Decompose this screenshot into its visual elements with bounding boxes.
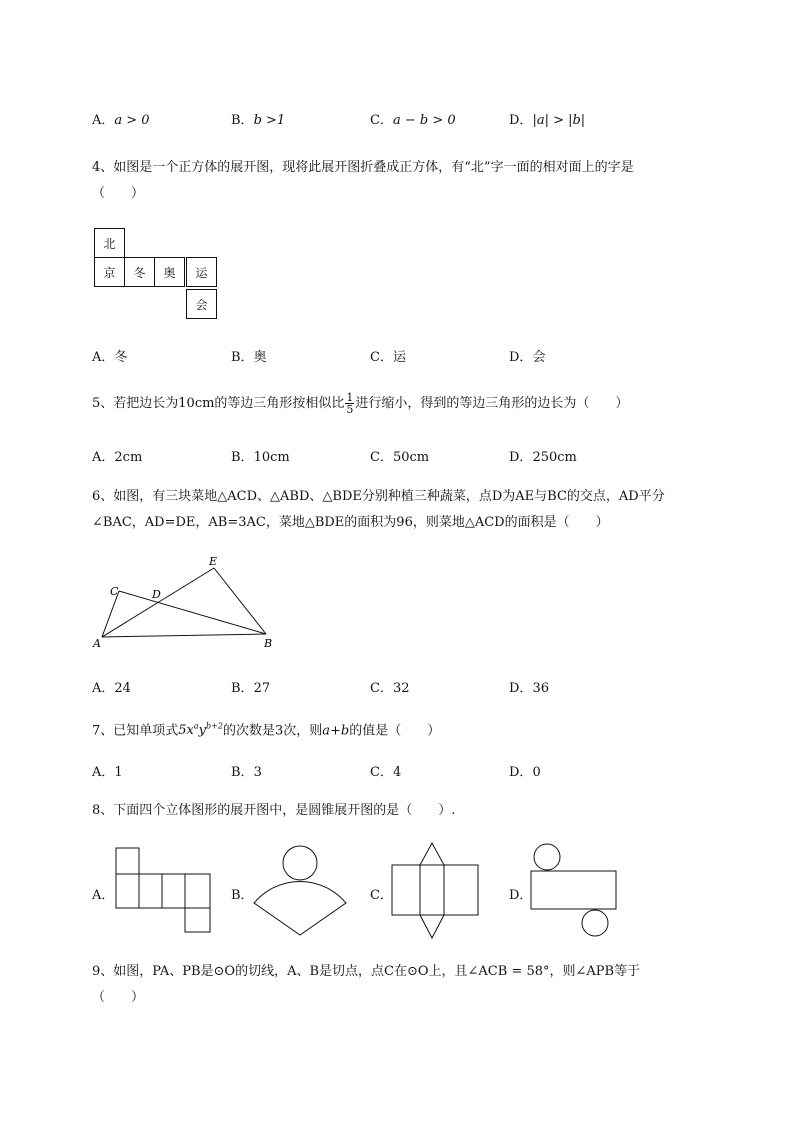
q8-figure-c-prism-net: [388, 841, 488, 941]
q7-option-d: D．0: [509, 765, 541, 780]
q3-option-b-expr: b >1: [253, 113, 286, 128]
q3-option-c: C．a − b > 0: [370, 113, 456, 128]
q9-paren: （ ）: [92, 990, 145, 1005]
net-cell-2: 冬: [124, 257, 155, 287]
q5-fraction: $\frac{1}{5}$: [346, 391, 354, 416]
q3-option-b: B．b >1: [231, 113, 286, 128]
q7-option-c: C．4: [370, 765, 402, 780]
q8-figure-a-prism-net: [110, 846, 220, 936]
label-a: A: [93, 637, 101, 650]
segment-eb: [214, 568, 266, 634]
label-c: C: [110, 585, 119, 598]
q4-paren: （ ）: [92, 186, 145, 201]
q3-option-a: A．a > 0: [92, 113, 150, 128]
q8-option-a-label: A．: [92, 888, 115, 903]
label-d: D: [152, 588, 161, 601]
q8-figure-b-cone-net: [248, 843, 358, 938]
label-e: E: [209, 555, 218, 568]
q4-option-c: C．运: [370, 350, 406, 365]
net-cell-top: 北: [94, 228, 125, 258]
q3-option-d: D．|a| > |b|: [509, 113, 586, 128]
q8-stem: 8、下面四个立体图形的展开图中，是圆锥展开图的是（ ）.: [92, 803, 456, 818]
q3-option-d-expr: |a| > |b|: [532, 113, 586, 128]
segment-ab: [102, 634, 266, 637]
q8-option-d-label: D．: [509, 888, 533, 903]
net-cell-bottom: 会: [186, 289, 217, 319]
net-cell-3: 奥: [154, 257, 185, 287]
q5-stem: 5、若把边长为10cm的等边三角形按相似比 $\frac{1}{5}$ 进行缩小，得到的等边三角形的边长为（ ）: [92, 391, 629, 416]
q3-option-a-expr: a > 0: [114, 113, 150, 128]
q8-figure-d-cylinder-net: [527, 841, 627, 941]
q6-option-c: C．32: [370, 681, 410, 696]
q7-stem: 7、已知单项式$5x^ay^{b+2}$的次数是3次，则a+b的值是（ ）: [92, 722, 441, 739]
q7-option-a: A．1: [92, 765, 123, 780]
q7-monomial: $5x^ay^{b+2}$: [178, 722, 223, 739]
q9-stem: 9、如图，PA、PB是⊙O的切线，A、B是切点，点C在⊙O上，且∠ACB = 58°，则∠APB等于 （ ）: [92, 964, 641, 1005]
q5-option-b: B．10cm: [231, 450, 290, 465]
q6-stem: 6、如图，有三块菜地△ACD、△ABD、△BDE分别种植三种蔬菜，点D为AE与BC的交点，AD平分 ∠BAC，AD=DE，AB=3AC，菜地△BDE的面积为96，则菜地△ACD的面积是（ ）: [92, 489, 665, 530]
net-cell-1: 京: [94, 257, 125, 287]
q5-option-d: D．250cm: [509, 450, 577, 465]
q8-option-c-label: C．: [370, 888, 393, 903]
q5-option-a: A．2cm: [92, 450, 143, 465]
q4-option-b: B．奥: [231, 350, 267, 365]
q6-option-a: A．24: [92, 681, 131, 696]
q5-option-c: C．50cm: [370, 450, 430, 465]
net-cell-4: 运: [186, 257, 217, 287]
q6-option-d: D．36: [509, 681, 549, 696]
q4-option-a: A．冬: [92, 350, 128, 365]
triangle-figure: [90, 555, 290, 655]
q7-option-b: B．3: [231, 765, 262, 780]
q8-option-b-label: B．: [231, 888, 254, 903]
q4-option-d: D．会: [509, 350, 546, 365]
label-b: B: [264, 637, 273, 650]
q6-option-b: B．27: [231, 681, 271, 696]
q3-option-c-expr: a − b > 0: [392, 113, 456, 128]
q4-stem: 4、如图是一个正方体的展开图，现将此展开图折叠成正方体，有“北”字一面的相对面上的字是 （ ）: [92, 160, 634, 201]
